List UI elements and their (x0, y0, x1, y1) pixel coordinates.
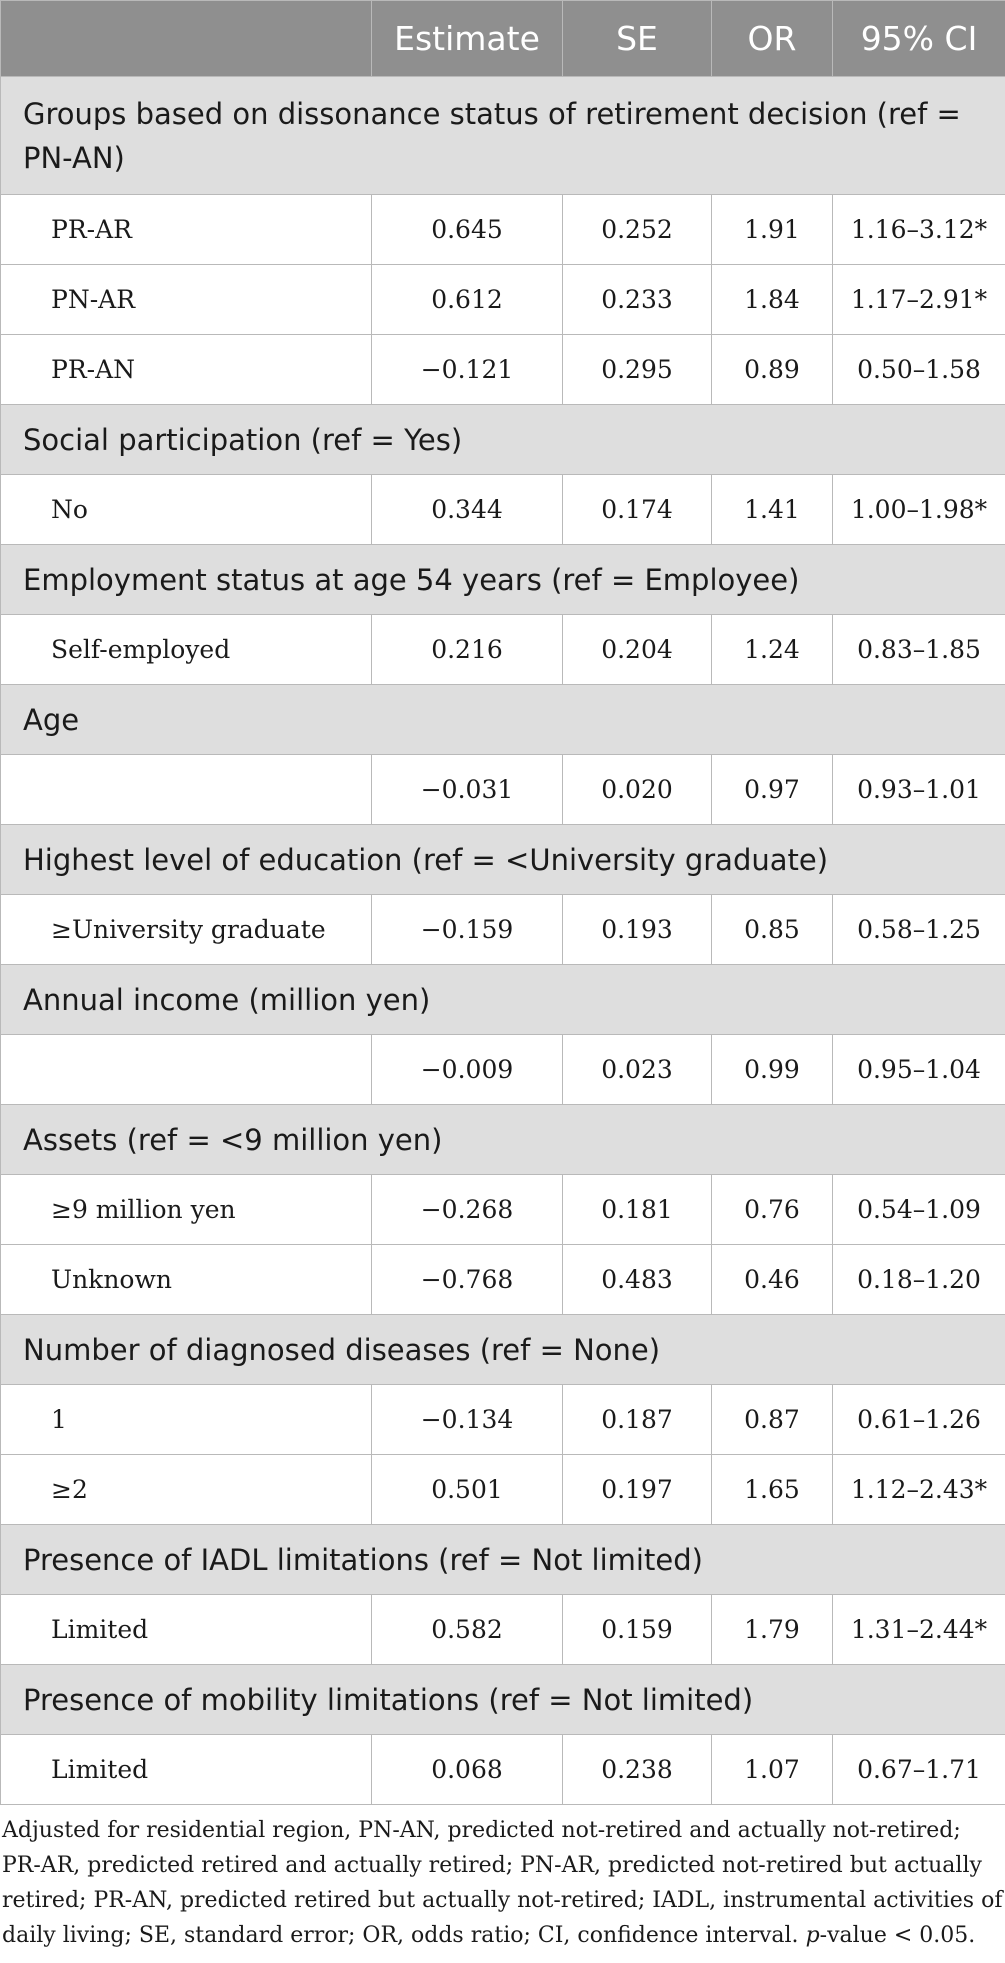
table-row (1, 1245, 1005, 1315)
cell-or: 0.87 (712, 1385, 833, 1455)
footnote-text-end: -value < 0.05. (819, 1923, 976, 1948)
table-row (1, 615, 1005, 685)
group-header-row (1, 545, 1005, 615)
cell-ci: 0.93–1.01 (833, 755, 1005, 825)
group-title: Presence of mobility limitations (ref = Not limited) (1, 1665, 1005, 1735)
cell-se: 0.252 (563, 195, 712, 265)
group-header-row (1, 77, 1005, 195)
cell-or: 0.97 (712, 755, 833, 825)
cell-ci: 0.95–1.04 (833, 1035, 1005, 1105)
row-label: Self-employed (1, 615, 372, 685)
group-header-row (1, 685, 1005, 755)
cell-ci: 1.12–2.43* (833, 1455, 1005, 1525)
cell-ci: 0.50–1.58 (833, 335, 1005, 405)
table-row (1, 1175, 1005, 1245)
group-title: Social participation (ref = Yes) (1, 405, 1005, 475)
cell-ci: 1.00–1.98* (833, 475, 1005, 545)
cell-ci: 1.17–2.91* (833, 265, 1005, 335)
table-header-row (1, 1, 1005, 77)
group-header-row (1, 405, 1005, 475)
cell-se: 0.197 (563, 1455, 712, 1525)
group-header-row (1, 965, 1005, 1035)
table-footnote (0, 1805, 1005, 1953)
cell-estimate: 0.612 (372, 265, 563, 335)
cell-se: 0.204 (563, 615, 712, 685)
row-label: PN-AR (1, 265, 372, 335)
row-label: Unknown (1, 1245, 372, 1315)
cell-or: 1.07 (712, 1735, 833, 1805)
table-row (1, 1595, 1005, 1665)
table-row (1, 1035, 1005, 1105)
cell-estimate: −0.768 (372, 1245, 563, 1315)
group-title: Annual income (million yen) (1, 965, 1005, 1035)
header-cell-or: OR (712, 1, 833, 77)
row-label: PR-AR (1, 195, 372, 265)
cell-estimate: 0.645 (372, 195, 563, 265)
group-header-row (1, 1665, 1005, 1735)
group-title: Employment status at age 54 years (ref = Employee) (1, 545, 1005, 615)
cell-se: 0.295 (563, 335, 712, 405)
group-title: Highest level of education (ref = <University graduate) (1, 825, 1005, 895)
row-label: ≥University graduate (1, 895, 372, 965)
cell-se: 0.187 (563, 1385, 712, 1455)
cell-ci: 1.16–3.12* (833, 195, 1005, 265)
table-row (1, 1735, 1005, 1805)
group-title: Number of diagnosed diseases (ref = None) (1, 1315, 1005, 1385)
table-row (1, 895, 1005, 965)
cell-or: 0.85 (712, 895, 833, 965)
row-label: ≥9 million yen (1, 1175, 372, 1245)
cell-se: 0.233 (563, 265, 712, 335)
cell-estimate: −0.009 (372, 1035, 563, 1105)
table-row (1, 265, 1005, 335)
cell-estimate: 0.068 (372, 1735, 563, 1805)
group-title: Assets (ref = <9 million yen) (1, 1105, 1005, 1175)
cell-or: 1.84 (712, 265, 833, 335)
cell-or: 1.79 (712, 1595, 833, 1665)
cell-se: 0.023 (563, 1035, 712, 1105)
group-title: Groups based on dissonance status of retirement decision (ref = PN-AN) (1, 77, 1005, 195)
cell-or: 0.46 (712, 1245, 833, 1315)
cell-se: 0.159 (563, 1595, 712, 1665)
footnote-p-symbol: p (805, 1923, 820, 1948)
header-cell-variable (1, 1, 372, 77)
row-label: PR-AN (1, 335, 372, 405)
cell-estimate: −0.121 (372, 335, 563, 405)
cell-se: 0.174 (563, 475, 712, 545)
group-header-row (1, 825, 1005, 895)
table-row (1, 755, 1005, 825)
header-cell-ci: 95% CI (833, 1, 1005, 77)
table-row (1, 195, 1005, 265)
cell-estimate: −0.031 (372, 755, 563, 825)
cell-ci: 0.61–1.26 (833, 1385, 1005, 1455)
group-header-row (1, 1525, 1005, 1595)
group-header-row (1, 1315, 1005, 1385)
cell-estimate: 0.582 (372, 1595, 563, 1665)
cell-se: 0.238 (563, 1735, 712, 1805)
cell-estimate: 0.501 (372, 1455, 563, 1525)
table-row (1, 1455, 1005, 1525)
cell-or: 1.24 (712, 615, 833, 685)
footnote-text: Adjusted for residential region, PN-AN, predicted not-retired and actually not-retired; PR-AR, predicted retired and actually retired; PN-AR, predicted not-retired but actually retired; PR-AN, predicted retired but actually not-retired; IADL, instrumental activities of daily living; SE, standard error; OR, odds ratio; CI, confidence interval. (2, 1818, 1003, 1948)
table-body (1, 77, 1005, 1805)
cell-or: 1.65 (712, 1455, 833, 1525)
row-label (1, 1035, 372, 1105)
cell-ci: 0.83–1.85 (833, 615, 1005, 685)
cell-se: 0.193 (563, 895, 712, 965)
cell-estimate: −0.268 (372, 1175, 563, 1245)
table-row (1, 1385, 1005, 1455)
group-title: Presence of IADL limitations (ref = Not limited) (1, 1525, 1005, 1595)
row-label: No (1, 475, 372, 545)
cell-ci: 0.54–1.09 (833, 1175, 1005, 1245)
cell-or: 0.89 (712, 335, 833, 405)
row-label: 1 (1, 1385, 372, 1455)
header-cell-se: SE (563, 1, 712, 77)
table-row (1, 335, 1005, 405)
cell-estimate: 0.216 (372, 615, 563, 685)
cell-se: 0.483 (563, 1245, 712, 1315)
table-row (1, 475, 1005, 545)
cell-or: 1.91 (712, 195, 833, 265)
cell-se: 0.181 (563, 1175, 712, 1245)
cell-se: 0.020 (563, 755, 712, 825)
row-label: ≥2 (1, 1455, 372, 1525)
cell-estimate: 0.344 (372, 475, 563, 545)
cell-ci: 0.67–1.71 (833, 1735, 1005, 1805)
cell-or: 0.76 (712, 1175, 833, 1245)
cell-or: 0.99 (712, 1035, 833, 1105)
cell-estimate: −0.159 (372, 895, 563, 965)
cell-or: 1.41 (712, 475, 833, 545)
row-label: Limited (1, 1735, 372, 1805)
cell-ci: 1.31–2.44* (833, 1595, 1005, 1665)
header-cell-estimate: Estimate (372, 1, 563, 77)
group-title: Age (1, 685, 1005, 755)
row-label (1, 755, 372, 825)
row-label: Limited (1, 1595, 372, 1665)
cell-ci: 0.18–1.20 (833, 1245, 1005, 1315)
cell-estimate: −0.134 (372, 1385, 563, 1455)
cell-ci: 0.58–1.25 (833, 895, 1005, 965)
group-header-row (1, 1105, 1005, 1175)
